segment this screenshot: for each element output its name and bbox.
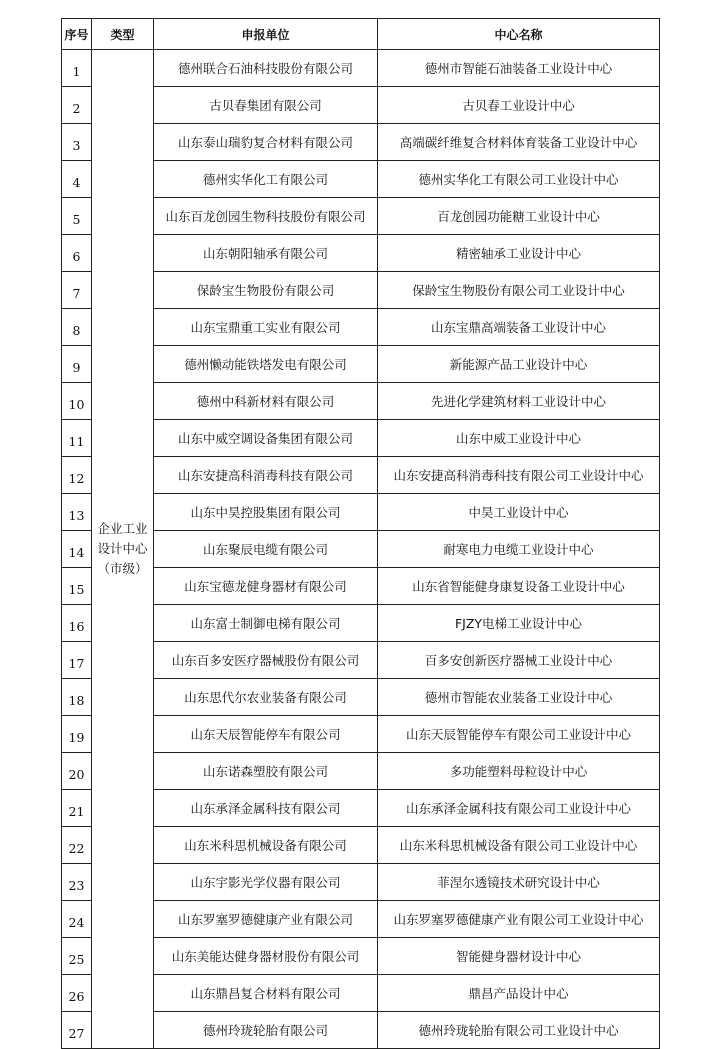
row-unit: 山东百龙创园生物科技股份有限公司	[154, 198, 378, 235]
row-center: 保龄宝生物股份有限公司工业设计中心	[378, 272, 660, 309]
type-line: （市级）	[97, 561, 148, 576]
row-center: 山东安捷高科消毒科技有限公司工业设计中心	[378, 457, 660, 494]
row-seq: 16	[62, 605, 92, 642]
row-seq: 1	[62, 50, 92, 87]
row-center: 耐寒电力电缆工业设计中心	[378, 531, 660, 568]
row-center: 山东罗塞罗德健康产业有限公司工业设计中心	[378, 901, 660, 938]
row-unit: 山东富士制御电梯有限公司	[154, 605, 378, 642]
row-center: 多功能塑料母粒设计中心	[378, 753, 660, 790]
row-center: 山东承泽金属科技有限公司工业设计中心	[378, 790, 660, 827]
row-unit: 山东罗塞罗德健康产业有限公司	[154, 901, 378, 938]
row-seq: 21	[62, 790, 92, 827]
header-seq: 序号	[62, 19, 92, 50]
row-unit: 德州联合石油科技股份有限公司	[154, 50, 378, 87]
row-unit: 山东中昊控股集团有限公司	[154, 494, 378, 531]
row-center: 先进化学建筑材料工业设计中心	[378, 383, 660, 420]
row-center: FJZY电梯工业设计中心	[378, 605, 660, 642]
row-center: 山东宝鼎高端装备工业设计中心	[378, 309, 660, 346]
row-seq: 25	[62, 938, 92, 975]
row-center: 德州实华化工有限公司工业设计中心	[378, 161, 660, 198]
row-unit: 山东美能达健身器材股份有限公司	[154, 938, 378, 975]
type-line: 企业工业	[97, 521, 148, 536]
row-unit: 山东安捷高科消毒科技有限公司	[154, 457, 378, 494]
row-unit: 山东聚辰电缆有限公司	[154, 531, 378, 568]
row-seq: 8	[62, 309, 92, 346]
row-seq: 3	[62, 124, 92, 161]
row-seq: 7	[62, 272, 92, 309]
row-unit: 山东天辰智能停车有限公司	[154, 716, 378, 753]
header-unit: 申报单位	[154, 19, 378, 50]
design-center-table	[61, 18, 660, 1049]
row-unit: 德州实华化工有限公司	[154, 161, 378, 198]
row-unit: 山东米科思机械设备有限公司	[154, 827, 378, 864]
row-seq: 2	[62, 87, 92, 124]
row-unit: 山东诺森塑胶有限公司	[154, 753, 378, 790]
row-unit: 保龄宝生物股份有限公司	[154, 272, 378, 309]
header-row	[62, 19, 660, 50]
row-center: 山东天辰智能停车有限公司工业设计中心	[378, 716, 660, 753]
row-center: 菲涅尔透镜技术研究设计中心	[378, 864, 660, 901]
row-seq: 13	[62, 494, 92, 531]
row-center: 精密轴承工业设计中心	[378, 235, 660, 272]
row-seq: 5	[62, 198, 92, 235]
row-seq: 12	[62, 457, 92, 494]
row-seq: 20	[62, 753, 92, 790]
row-seq: 27	[62, 1012, 92, 1049]
row-unit: 山东宝鼎重工实业有限公司	[154, 309, 378, 346]
row-seq: 9	[62, 346, 92, 383]
table-body	[62, 50, 660, 1049]
row-center: 智能健身器材设计中心	[378, 938, 660, 975]
header-type: 类型	[92, 19, 154, 50]
type-line: 设计中心	[97, 541, 148, 556]
row-seq: 11	[62, 420, 92, 457]
row-seq: 6	[62, 235, 92, 272]
row-unit: 山东泰山瑞豹复合材料有限公司	[154, 124, 378, 161]
row-center: 百龙创园功能糖工业设计中心	[378, 198, 660, 235]
row-seq: 18	[62, 679, 92, 716]
row-seq: 19	[62, 716, 92, 753]
row-center: 德州市智能农业装备工业设计中心	[378, 679, 660, 716]
row-seq: 4	[62, 161, 92, 198]
row-unit: 山东宝德龙健身器材有限公司	[154, 568, 378, 605]
row-unit: 山东鼎昌复合材料有限公司	[154, 975, 378, 1012]
row-unit: 山东宇影光学仪器有限公司	[154, 864, 378, 901]
row-unit: 山东思代尔农业装备有限公司	[154, 679, 378, 716]
row-center: 高端碳纤维复合材料体育装备工业设计中心	[378, 124, 660, 161]
row-center: 新能源产品工业设计中心	[378, 346, 660, 383]
header-center: 中心名称	[378, 19, 660, 50]
row-unit: 德州懒动能铁塔发电有限公司	[154, 346, 378, 383]
type-cell	[92, 50, 154, 1049]
row-seq: 10	[62, 383, 92, 420]
row-seq: 22	[62, 827, 92, 864]
row-unit: 德州玲珑轮胎有限公司	[154, 1012, 378, 1049]
row-center: 古贝春工业设计中心	[378, 87, 660, 124]
row-seq: 17	[62, 642, 92, 679]
row-unit: 古贝春集团有限公司	[154, 87, 378, 124]
row-unit: 德州中科新材料有限公司	[154, 383, 378, 420]
row-unit: 山东百多安医疗器械股份有限公司	[154, 642, 378, 679]
table-row	[62, 50, 660, 87]
row-center: 百多安创新医疗器械工业设计中心	[378, 642, 660, 679]
row-center: 德州市智能石油装备工业设计中心	[378, 50, 660, 87]
row-seq: 26	[62, 975, 92, 1012]
row-unit: 山东朝阳轴承有限公司	[154, 235, 378, 272]
row-center: 山东中威工业设计中心	[378, 420, 660, 457]
row-center: 德州玲珑轮胎有限公司工业设计中心	[378, 1012, 660, 1049]
row-center: 山东省智能健身康复设备工业设计中心	[378, 568, 660, 605]
row-unit: 山东中威空调设备集团有限公司	[154, 420, 378, 457]
row-center: 中昊工业设计中心	[378, 494, 660, 531]
row-seq: 24	[62, 901, 92, 938]
row-center: 山东米科思机械设备有限公司工业设计中心	[378, 827, 660, 864]
row-seq: 15	[62, 568, 92, 605]
row-unit: 山东承泽金属科技有限公司	[154, 790, 378, 827]
row-seq: 23	[62, 864, 92, 901]
row-seq: 14	[62, 531, 92, 568]
row-center: 鼎昌产品设计中心	[378, 975, 660, 1012]
